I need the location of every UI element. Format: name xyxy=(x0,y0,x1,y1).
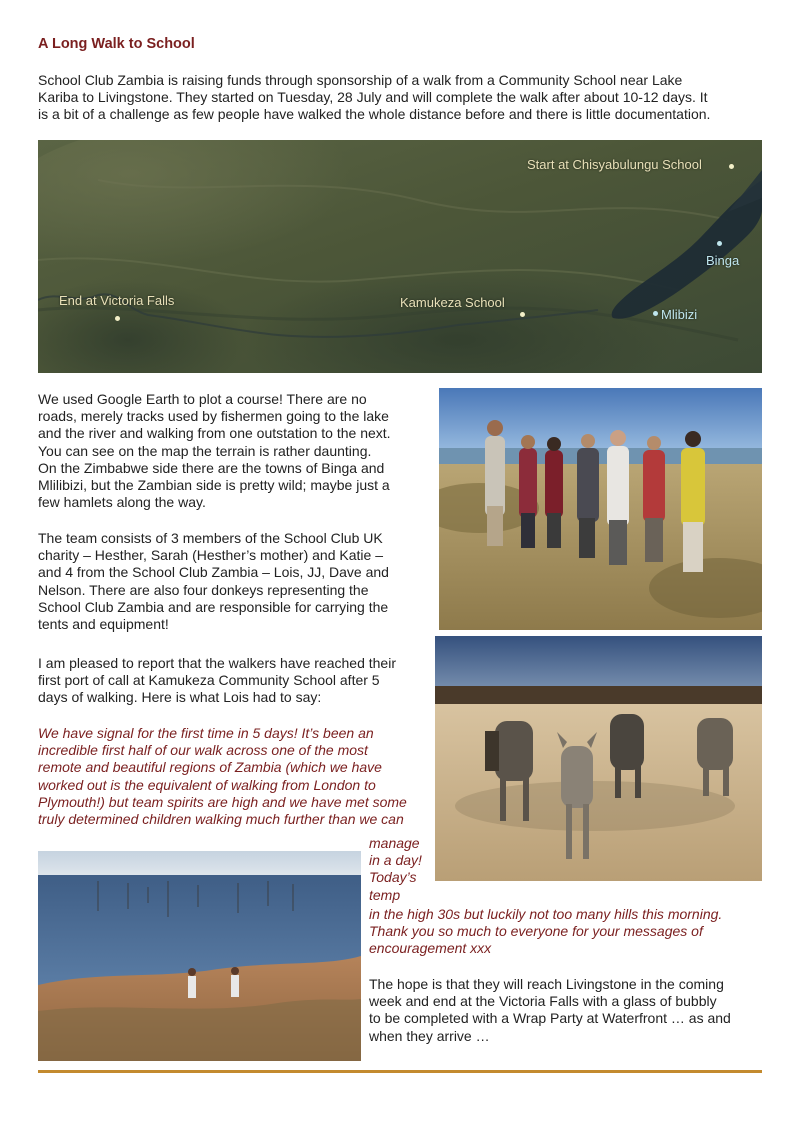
map-label-end: End at Victoria Falls xyxy=(59,293,175,308)
text-line: week and end at the Victoria Falls with a glass of bubbly xyxy=(369,993,717,1010)
quote-line: in the high 30s but luckily not too many hills this morning. xyxy=(369,906,723,922)
footer-divider xyxy=(38,1070,762,1073)
quote-line: Plymouth!) but team spirits are high and we have met some xyxy=(38,793,407,810)
map-label-binga: Binga xyxy=(706,253,740,268)
lakeshore-photo-image xyxy=(38,851,361,1061)
text-line: days of walking. Here is what Lois had to say: xyxy=(38,689,322,706)
map-label-kamukeza: Kamukeza School xyxy=(400,295,505,310)
map-label-start: Start at Chisyabulungu School xyxy=(527,157,702,172)
text-line: when they arrive … xyxy=(369,1027,490,1044)
lakeshore-photo xyxy=(38,851,361,1061)
text-line: School Club Zambia and are responsible for carrying the xyxy=(38,598,389,615)
satellite-map-image xyxy=(38,140,762,373)
map-marker-end xyxy=(115,316,120,321)
intro-line: School Club Zambia is raising funds through sponsorship of a walk from a Community School near Lake xyxy=(38,72,683,88)
text-line: first port of call at Kamukeza Community School after 5 xyxy=(38,672,380,689)
lois-quote-continued xyxy=(369,835,422,904)
team-photo xyxy=(439,388,762,630)
map-marker-binga xyxy=(717,241,722,246)
text-line: to be completed with a Wrap Party at Waterfront … as and xyxy=(369,1010,731,1027)
quote-line: remote and beautiful regions of Zambia (which we have xyxy=(38,759,382,776)
map-marker-kamukeza xyxy=(520,312,525,317)
quote-line: Thank you so much to everyone for your messages of xyxy=(369,923,703,940)
closing-paragraph xyxy=(369,976,731,1045)
quote-line: encouragement xxx xyxy=(369,940,492,957)
map-marker-mlibizi xyxy=(653,311,658,316)
map-marker-start xyxy=(729,164,734,169)
text-line: roads, merely tracks used by fishermen going to the lake xyxy=(38,408,389,425)
quote-line: We have signal for the first time in 5 days! It’s been an xyxy=(38,725,374,741)
text-line: few hamlets along the way. xyxy=(38,494,206,511)
text-line: The hope is that they will reach Livingstone in the coming xyxy=(369,976,724,992)
route-paragraph xyxy=(38,391,391,511)
text-line: tents and equipment! xyxy=(38,616,169,633)
quote-line: worked out is the equivalent of walking from London to xyxy=(38,776,376,793)
text-line: I am pleased to report that the walkers have reached their xyxy=(38,655,396,671)
quote-line: Today’s xyxy=(369,869,417,886)
lois-quote-end xyxy=(369,906,722,958)
text-line: and the river and walking from one outstation to the next. xyxy=(38,425,391,442)
satellite-map xyxy=(38,140,762,373)
team-photo-image xyxy=(439,388,762,630)
lois-quote xyxy=(38,725,407,828)
text-line: On the Zimbabwe side there are the towns of Binga and xyxy=(38,459,385,476)
text-line: You can see on the map the terrain is rather daunting. xyxy=(38,442,372,459)
text-line: The team consists of 3 members of the School Club UK xyxy=(38,530,383,546)
quote-line: truly determined children walking much further than we can xyxy=(38,811,404,828)
map-label-mlibizi: Mlibizi xyxy=(661,307,698,322)
quote-line: in a day! xyxy=(369,852,422,869)
text-line: Nelson. There are also four donkeys representing the xyxy=(38,581,369,598)
quote-line: incredible first half of our walk across one of the most xyxy=(38,742,368,759)
text-line: charity – Hesther, Sarah (Hesther’s mother) and Katie – xyxy=(38,547,383,564)
donkeys-photo xyxy=(435,636,762,881)
intro-paragraph xyxy=(38,72,710,124)
donkeys-photo-image xyxy=(435,636,762,881)
report-paragraph xyxy=(38,655,396,707)
quote-line: manage xyxy=(369,835,420,851)
intro-line: Kariba to Livingstone. They started on Tuesday, 28 July and will complete the walk after about 10-12 days. It xyxy=(38,89,708,106)
team-paragraph xyxy=(38,530,389,633)
quote-line: temp xyxy=(369,886,401,903)
text-line: Mlilibizi, but the Zambian side is pretty wild; maybe just a xyxy=(38,477,390,494)
text-line: We used Google Earth to plot a course! There are no xyxy=(38,391,367,407)
article-title: A Long Walk to School xyxy=(38,36,195,52)
text-line: and 4 from the School Club Zambia – Lois, JJ, Dave and xyxy=(38,564,389,581)
intro-line: is a bit of a challenge as few people have walked the whole distance before and there is little documentation. xyxy=(38,106,711,123)
